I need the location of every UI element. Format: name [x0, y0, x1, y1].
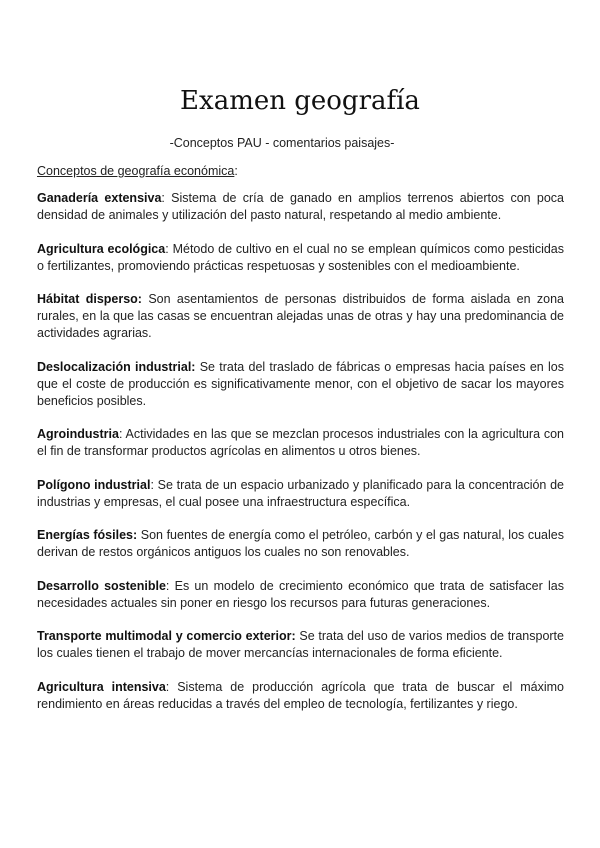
concept-definition: Son asentamientos de personas distribuidos de forma aislada en zona rurales, en la que las casas se encuentran alejadas unas de otras y hay una predominancia de actividades agrarias.	[37, 292, 564, 340]
concept-entry	[37, 291, 564, 342]
concept-separator: :	[161, 191, 172, 205]
concept-definition: Se trata de un espacio urbanizado y planificado para la concentración de industrias y empresas, el cual posee una infraestructura específica.	[37, 477, 564, 509]
document-subtitle: -Conceptos PAU - comentarios paisajes-	[169, 136, 395, 150]
concept-term: Deslocalización industrial:	[37, 359, 196, 374]
concept-entry	[37, 578, 564, 612]
concept-definition: Actividades en las que se mezclan procesos industriales con la agricultura con el fin de transformar productos agrícolas en alimentos u otros bienes.	[37, 427, 564, 458]
concept-term: Agricultura ecológica	[37, 241, 166, 256]
concept-entry	[37, 527, 564, 561]
concept-entry	[37, 359, 564, 410]
concept-definition: Se trata del uso de varios medios de transporte los cuales tienen el trabajo de mover mercancías internacionales de forma eficiente.	[37, 629, 564, 660]
concept-entry	[37, 477, 564, 511]
concept-definition: Método de cultivo en el cual no se emplean químicos como pesticidas o fertilizantes, promoviendo prácticas respetuosas y sostenibles con el medioambiente.	[37, 241, 564, 273]
concept-term: Energías fósiles:	[37, 528, 138, 542]
concept-definition: Sistema de producción agrícola que trata de buscar el máximo rendimiento en áreas reducidas a través del empleo de tecnología, fertilizantes y riego.	[37, 679, 564, 711]
concept-separator: :	[118, 427, 126, 441]
concept-term: Polígono industrial	[37, 477, 151, 492]
concept-entry	[37, 628, 564, 662]
concept-term: Agricultura intensiva	[37, 679, 166, 694]
concept-separator: :	[150, 477, 158, 492]
concept-term: Hábitat disperso:	[37, 292, 142, 306]
concept-definition: Son fuentes de energía como el petróleo, carbón y el gas natural, los cuales derivan de restos orgánicos antiguos los cuales no son renovables.	[37, 528, 564, 559]
concept-term: Ganadería extensiva	[37, 191, 162, 205]
concept-term: Agroindustria	[37, 427, 119, 441]
concept-separator: :	[165, 241, 173, 256]
concept-definition: Es un modelo de crecimiento económico que trata de satisfacer las necesidades actuales sin poner en riesgo los recursos para futuras generaciones.	[37, 578, 564, 610]
concept-entry	[37, 426, 564, 460]
document-title: Examen geografía	[180, 86, 420, 116]
section-heading-text: Conceptos de geografía económica	[37, 164, 235, 178]
concept-separator: :	[165, 578, 175, 593]
section-heading	[37, 164, 238, 178]
section-heading-colon: :	[234, 164, 238, 178]
concept-separator: :	[165, 679, 178, 694]
concept-entry	[37, 679, 564, 713]
concept-list	[37, 190, 564, 729]
concept-definition: Se trata del traslado de fábricas o empresas hacia países en los que el coste de producción es significativamente menor, con el objetivo de sacar los mayores beneficios posibles.	[37, 359, 564, 408]
concept-entry	[37, 190, 564, 224]
concept-entry	[37, 241, 564, 275]
concept-term: Transporte multimodal y comercio exterior:	[37, 629, 296, 643]
concept-definition: Sistema de cría de ganado en amplios terrenos abiertos con poca densidad de animales y utilización del pasto natural, respetando al medio ambiente.	[37, 191, 564, 222]
concept-term: Desarrollo sostenible	[37, 578, 166, 593]
